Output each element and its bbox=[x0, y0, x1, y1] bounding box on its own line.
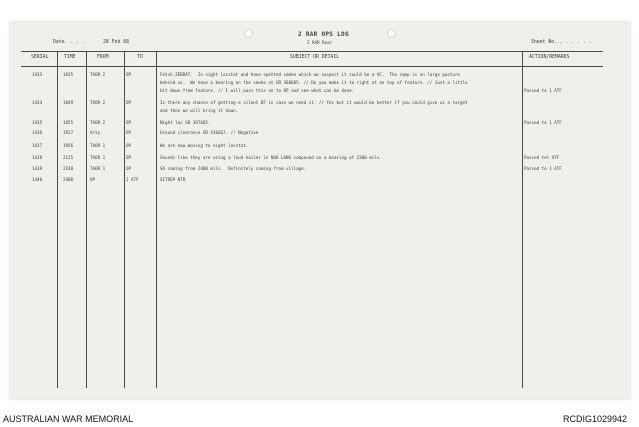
log-subtitle: 2 RAR Rear bbox=[307, 40, 333, 45]
cell-to: OP bbox=[126, 72, 132, 77]
cell-serial: 1439 bbox=[32, 166, 43, 171]
cell-serial: 1435 bbox=[32, 120, 43, 125]
cell-to: OP bbox=[126, 130, 132, 135]
col-header-time: TIME bbox=[64, 55, 76, 60]
cell-detail: Night loc GR 397665. bbox=[160, 120, 211, 125]
cell-from: Arty bbox=[90, 130, 101, 135]
cell-remarks: Passed to 1 ATF bbox=[524, 120, 562, 125]
log-title: 2 RAR OPS LOG bbox=[298, 31, 349, 38]
cell-serial: 1437 bbox=[32, 143, 43, 148]
punch-hole bbox=[387, 29, 396, 38]
cell-from: TAOR 2 bbox=[90, 72, 106, 77]
cell-time: 1849 bbox=[63, 100, 74, 105]
cell-to: OP bbox=[126, 155, 132, 160]
col-header-from: FROM bbox=[97, 55, 109, 60]
sheet-number-label: Sheet No. . . . . . . bbox=[531, 40, 592, 45]
table-top-rule bbox=[21, 51, 603, 52]
col-header-serial: SERIAL bbox=[31, 55, 49, 60]
cell-from: TAOR 2 bbox=[90, 100, 106, 105]
cell-detail: bit down from feature. // I will pass this on to OP and see what can be done. bbox=[160, 88, 355, 93]
cell-from: OP bbox=[90, 177, 96, 182]
log-sheet bbox=[10, 22, 630, 399]
archive-credit: AUSTRALIAN WAR MEMORIAL bbox=[3, 414, 134, 424]
cell-serial: 1434 bbox=[32, 100, 43, 105]
cell-to: OP bbox=[126, 120, 132, 125]
cell-time: 1956 bbox=[63, 143, 74, 148]
cell-remarks: Passed to 1 ATF bbox=[524, 88, 562, 93]
date-value: 28 Feb 68 bbox=[103, 40, 129, 45]
date-label: Date. . . . bbox=[53, 40, 85, 45]
cell-from: TAOR 1 bbox=[90, 155, 106, 160]
cell-detail: and then we will bring it down. bbox=[160, 108, 239, 113]
cell-time: 1835 bbox=[63, 72, 74, 77]
cell-time: 1855 bbox=[63, 120, 74, 125]
column-divider bbox=[124, 51, 125, 388]
column-divider bbox=[156, 51, 157, 388]
header-bottom-rule bbox=[21, 66, 603, 67]
cell-detail: Fetch ZEBRAT. In night locstat and have spotted smoke which we suspect it could be a VC. The camp is on large pasture bbox=[160, 72, 461, 77]
cell-from: TAOR 1 bbox=[90, 143, 106, 148]
column-divider bbox=[86, 51, 87, 388]
cell-serial: 1438 bbox=[32, 155, 43, 160]
col-header-to: TO bbox=[137, 55, 143, 60]
cell-detail: Is there any chance of getting a silent DF in case we need it. // Yes but it would be better if you could give us a target bbox=[160, 100, 468, 105]
cell-detail: Sounds like they are using a loud hailer in NUA LONG compound on a bearing of 2300 mils. bbox=[160, 155, 382, 160]
cell-serial: 1433 bbox=[32, 72, 43, 77]
cell-remarks: Passed tel ATF bbox=[524, 155, 560, 160]
col-header-remarks: ACTION/REMARKS bbox=[529, 55, 570, 60]
cell-time: 2400 bbox=[63, 177, 74, 182]
cell-detail: SA coming from 2400 mils. Definitely coming from village. bbox=[160, 166, 307, 171]
cell-detail: We are now moving to night locstat. bbox=[160, 143, 249, 148]
cell-to: 1 ATF bbox=[126, 177, 139, 182]
cell-serial: 1436 bbox=[32, 130, 43, 135]
column-divider bbox=[57, 51, 58, 388]
cell-from: TAOR 2 bbox=[90, 120, 106, 125]
cell-from: TAOR 1 bbox=[90, 166, 106, 171]
cell-serial: 1440 bbox=[32, 177, 43, 182]
cell-to: OP bbox=[126, 166, 132, 171]
cell-detail: Ground clearance GR 416667. // Negative bbox=[160, 130, 259, 135]
cell-detail: behind us. We have a bearing on the smoke at GR 360665. // Do you make it to right at on top of feature. // Just a little bbox=[160, 80, 468, 85]
record-id: RCDIG1029942 bbox=[563, 414, 628, 424]
cell-time: 1927 bbox=[63, 130, 74, 135]
column-divider bbox=[522, 51, 523, 388]
cell-to: OP bbox=[126, 143, 132, 148]
cell-to: OP bbox=[126, 100, 132, 105]
cell-time: 2125 bbox=[63, 155, 74, 160]
cell-remarks: Passed to 1 ATF bbox=[524, 166, 562, 171]
cell-detail: SITREP NTR bbox=[160, 177, 186, 182]
punch-hole bbox=[244, 29, 253, 38]
col-header-subject: SUBJECT OR DETAIL bbox=[290, 55, 340, 60]
cell-time: 2240 bbox=[63, 166, 74, 171]
